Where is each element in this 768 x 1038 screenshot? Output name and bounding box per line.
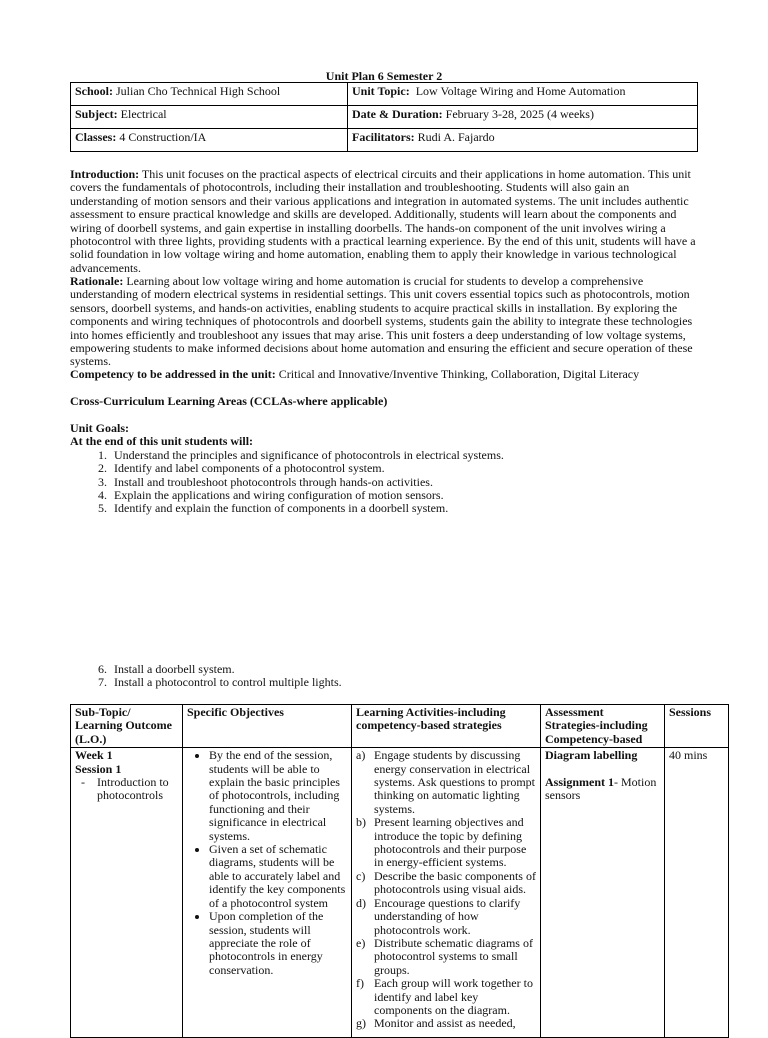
col-header-subtopic: Sub-Topic/ Learning Outcome (L.O.) [71,705,183,748]
unit-goals-continued [70,663,700,690]
topic-cell: Unit Topic: Low Voltage Wiring and Home Automation [348,83,698,106]
date-cell: Date & Duration: February 3-28, 2025 (4 weeks) [348,106,698,129]
goals-list-continued [70,663,700,690]
assessment-cell: Diagram labelling Assignment 1- Motion sensors [541,748,665,1038]
list-item: 3. Install and troubleshoot photocontrols through hands-on activities. [110,476,700,489]
unit-goals: Unit Goals: At the end of this unit students will: 1. Understand the principles and significance of photocontrols in electrical systems. 2. Identify and label components of a photocontrol system. 3. Install and troubleshoot photocontrols through hands-on activities. 4. Explain the applications and wiring configuration of motion sensors. 5. Identify and explain the function of components in a doorbell system. [70,422,700,516]
subtopic-cell: Week 1 Session 1 - Introduction to photocontrols [71,748,183,1038]
list-item: g) Monitor and assist as needed, [356,1016,516,1031]
rationale-paragraph: Rationale: Learning about low voltage wiring and home automation is crucial for students to develop a comprehensive understanding of modern electrical systems in residential settings. This unit covers essential topics such as photocontrols, motion sensors, doorbell systems, and hands-on activities, enabling students to acquire practical skills in installation. By exploring the components and wiring techniques of photocontrols and doorbell systems, students gain the ability to integrate these technologies into homes efficiently and troubleshoot any issues that may arise. This unit fosters a deep understanding of low voltage systems, empowering students to make informed decisions about home automation and ensuring the efficient and secure operation of these systems. [70,274,693,369]
unit-info-table [70,82,698,152]
col-header-activities: Learning Activities-including competency-based strategies [352,705,541,748]
list-item: e) Distribute schematic diagrams of photocontrol systems to small groups. [356,935,533,977]
objectives-cell [183,748,352,1038]
col-header-sessions: Sessions [665,705,729,748]
list-item: 2. Identify and label components of a photocontrol system. [110,462,700,475]
list-item: c) Describe the basic components of photocontrols using visual aids. [356,868,536,897]
list-item: 6. Install a doorbell system. [110,663,700,676]
list-item: b) Present learning objectives and introduce the topic by defining photocontrols and their purpose in energy-efficient systems. [356,815,527,870]
list-item: 1. Understand the principles and significance of photocontrols in electrical systems. [110,449,700,462]
activities-cell [352,748,541,1038]
list-item: • Given a set of schematic diagrams, students will be able to accurately label and identify the key components of a photocontrol system [209,843,347,910]
sessions-cell: 40 mins [665,748,729,1038]
table-header-row [71,705,729,748]
lesson-plan-table [70,704,729,1038]
list-item: 7. Install a photocontrol to control multiple lights. [110,676,700,689]
subject-cell: Subject: Electrical [71,106,348,129]
competency-line: Competency to be addressed in the unit: Critical and Innovative/Inventive Thinking, Collaboration, Digital Literacy [70,367,640,381]
document-title: Unit Plan 6 Semester 2 [325,69,443,83]
list-item: d) Encourage questions to clarify understanding of how photocontrols work. [356,895,521,937]
ccla-heading: Cross-Curriculum Learning Areas (CCLAs-where applicable) [70,394,388,408]
list-item: f) Each group will work together to identify and label key components on the diagram. [356,976,533,1017]
classes-cell: Classes: 4 Construction/IA [71,129,348,152]
objectives-list [187,749,347,977]
activities-list [356,749,536,1031]
goals-list [70,449,700,516]
list-item: • Upon completion of the session, students will appreciate the role of photocontrols in energy conservation. [209,910,347,977]
col-header-assessment: Assessment Strategies-including Competency-based [541,705,665,748]
list-item: 4. Explain the applications and wiring configuration of motion sensors. [110,489,700,502]
school-cell: School: Julian Cho Technical High School [71,83,348,106]
introduction-paragraph: Introduction: This unit focuses on the practical aspects of electrical circuits and their applications in home automation. This unit covers the fundamentals of photocontrols, including their installation and troubleshooting. Students will also gain an understanding of motion sensors and their various applications and integration in automated systems. The unit includes authentic assessment to ensure practical knowledge and skills are developed. Additionally, students will learn about the components and wiring of doorbell systems, and gain expertise in installing doorbells. The hands-on component of the unit involves wiring a photocontrol with three lights, providing students with a practical learning experience. By the end of this unit, students will have a solid foundation in low voltage wiring and home automation, enabling them to apply their knowledge in various technological advancements. [70,167,696,275]
list-item: • By the end of the session, students will be able to explain the basic principles of photocontrols, including functioning and their significance in electrical systems. [209,749,347,843]
facilitators-cell: Facilitators: Rudi A. Fajardo [348,129,698,152]
list-item: a) Engage students by discussing energy conservation in electrical systems. Ask questions to prompt thinking on automatic lighting systems. [356,748,536,816]
table-row [71,748,729,1038]
col-header-objectives: Specific Objectives [183,705,352,748]
list-item: 5. Identify and explain the function of components in a doorbell system. [110,502,700,515]
